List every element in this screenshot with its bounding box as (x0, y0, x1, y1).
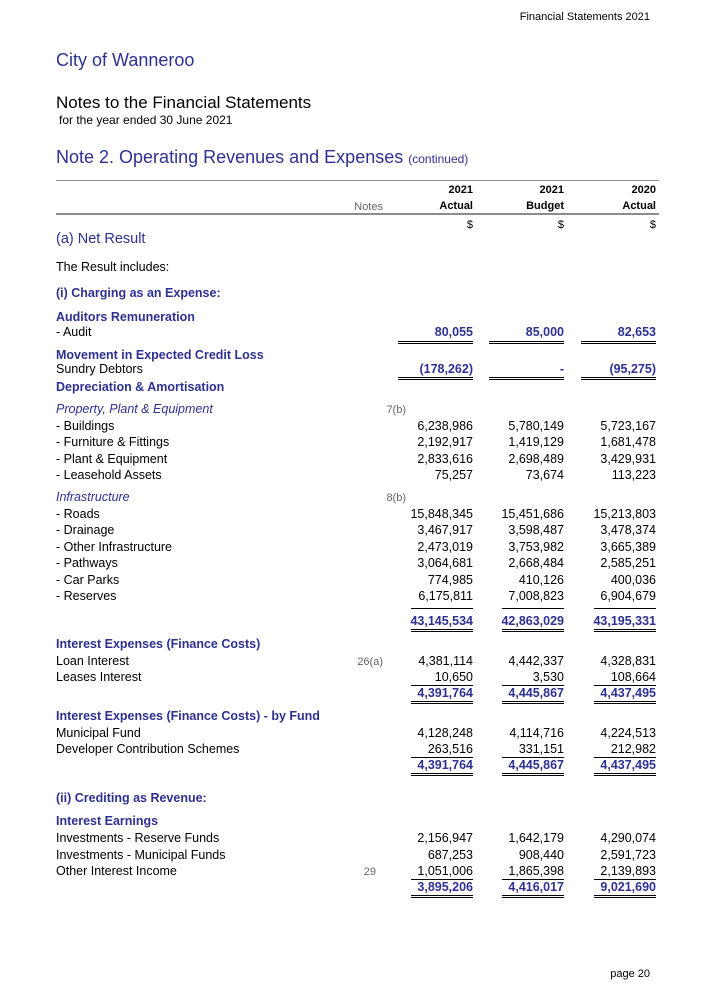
infra-row-value: 3,478,374 (600, 523, 656, 537)
earnings-total: 4,416,017 (508, 880, 564, 894)
note-title-text: Note 2. Operating Revenues and Expenses (56, 147, 404, 167)
double-underline (502, 773, 564, 776)
ppe-row-value: 2,698,489 (508, 452, 564, 466)
credit-loss-value-2021-actual: (178,262) (419, 362, 473, 376)
subtotal-underline (411, 608, 473, 609)
interest-row-label: Loan Interest (56, 654, 129, 668)
double-underline (594, 895, 656, 898)
ppe-row-value: 113,223 (611, 468, 656, 482)
interest-row-value: 10,650 (434, 670, 473, 684)
header-bottom-rule (56, 213, 659, 215)
interest-fund-heading: Interest Expenses (Finance Costs) - by Fund (56, 709, 320, 723)
col2-kind: Budget (526, 200, 564, 212)
interest-row-value: 4,381,114 (418, 654, 473, 668)
infra-label: Infrastructure (56, 490, 130, 504)
interest-fund-row-label: Municipal Fund (56, 726, 141, 740)
double-underline (502, 895, 564, 898)
infra-row-value: 7,008,823 (508, 589, 564, 603)
infra-row-value: 15,848,345 (410, 507, 473, 521)
charging-title: (i) Charging as an Expense: (56, 286, 221, 300)
infra-row-value: 2,668,484 (508, 556, 564, 570)
earnings-heading: Interest Earnings (56, 814, 159, 828)
double-underline (398, 341, 473, 344)
interest-fund-total: 4,445,867 (508, 758, 564, 772)
col1-kind: Actual (439, 200, 473, 212)
earnings-row-value: 1,865,398 (508, 864, 564, 878)
credit-loss-value-2020-actual: (95,275) (609, 362, 656, 376)
organisation-name: City of Wanneroo (56, 50, 195, 70)
credit-loss-heading: Movement in Expected Credit Loss (56, 348, 264, 362)
page-number: page 20 (610, 968, 650, 980)
credit-loss-label: Sundry Debtors (56, 362, 143, 376)
infra-row-value: 6,175,811 (418, 589, 473, 603)
double-underline (411, 895, 473, 898)
ppe-label: Property, Plant & Equipment (56, 402, 213, 416)
infra-row-value: 3,753,982 (508, 540, 564, 554)
earnings-total: 3,895,206 (417, 880, 473, 894)
ppe-row-value: 1,681,478 (600, 435, 656, 449)
crediting-title: (ii) Crediting as Revenue: (56, 791, 207, 805)
double-underline (489, 377, 564, 380)
col3-kind: Actual (622, 200, 656, 212)
interest-fund-row-value: 4,128,248 (417, 726, 473, 740)
infra-row-value: 3,064,681 (417, 556, 473, 570)
infra-row-value: 774,985 (427, 573, 473, 587)
double-underline (411, 701, 473, 704)
col1-unit: $ (466, 219, 473, 231)
ppe-row-value: 5,780,149 (508, 419, 564, 433)
infra-row-value: 2,585,251 (600, 556, 656, 570)
interest-fund-total: 4,391,764 (417, 758, 473, 772)
subtotal-underline (594, 608, 656, 609)
interest-total: 4,445,867 (508, 686, 564, 700)
interest-row-value: 108,664 (610, 670, 656, 684)
col3-year: 2020 (631, 184, 656, 196)
interest-row-label: Leases Interest (56, 670, 142, 684)
earnings-row-value: 1,642,179 (508, 831, 564, 845)
col3-unit: $ (649, 219, 656, 231)
audit-heading: Auditors Remuneration (56, 310, 195, 324)
ppe-note-ref: 7(b) (386, 404, 406, 416)
ppe-row-value: 3,429,931 (600, 452, 656, 466)
document-header-title: Financial Statements 2021 (519, 11, 650, 23)
interest-fund-row-value: 4,114,716 (509, 726, 564, 740)
earnings-note-ref: 29 (363, 866, 376, 878)
interest-note-ref: 26(a) (357, 656, 383, 668)
net-result-intro: The Result includes: (56, 260, 170, 274)
earnings-row-label: Other Interest Income (56, 864, 177, 878)
infra-row-value: 6,904,679 (600, 589, 656, 603)
infra-row-label: - Pathways (56, 556, 118, 570)
double-underline (489, 341, 564, 344)
interest-heading: Interest Expenses (Finance Costs) (56, 637, 261, 651)
infra-row-label: - Car Parks (56, 573, 120, 587)
interest-fund-row-value: 4,224,513 (600, 726, 656, 740)
col2-unit: $ (557, 219, 564, 231)
col2-year: 2021 (539, 184, 564, 196)
infra-note-ref: 8(b) (386, 492, 406, 504)
double-underline (581, 341, 656, 344)
interest-fund-row-value: 212,982 (610, 742, 656, 756)
ppe-row-value: 5,723,167 (600, 419, 656, 433)
double-underline (398, 377, 473, 380)
col1-year: 2021 (448, 184, 473, 196)
earnings-row-label: Investments - Municipal Funds (56, 848, 226, 862)
infra-row-value: 3,665,389 (600, 540, 656, 554)
notes-subtitle: for the year ended 30 June 2021 (59, 113, 233, 127)
interest-fund-total: 4,437,495 (600, 758, 656, 772)
infra-row-value: 400,036 (610, 573, 656, 587)
interest-total: 4,437,495 (600, 686, 656, 700)
earnings-total: 9,021,690 (600, 880, 656, 894)
ppe-row-label: - Leasehold Assets (56, 468, 162, 482)
ppe-row-label: - Furniture & Fittings (56, 435, 170, 449)
infra-row-label: - Reserves (56, 589, 117, 603)
audit-value-2021-budget: 85,000 (525, 325, 564, 339)
infra-row-label: - Roads (56, 507, 100, 521)
infra-row-value: 410,126 (518, 573, 564, 587)
interest-row-value: 3,530 (532, 670, 564, 684)
earnings-row-value: 2,139,893 (600, 864, 656, 878)
interest-fund-row-value: 331,151 (518, 742, 564, 756)
ppe-row-value: 2,192,917 (417, 435, 473, 449)
double-underline (594, 629, 656, 632)
double-underline (502, 629, 564, 632)
depreciation-total: 43,145,534 (410, 614, 473, 628)
ppe-row-value: 75,257 (434, 468, 473, 482)
interest-row-value: 4,442,337 (508, 654, 564, 668)
earnings-row-value: 2,156,947 (417, 831, 473, 845)
earnings-row-value: 4,290,074 (600, 831, 656, 845)
header-top-rule (56, 180, 659, 181)
notes-column-header: Notes (354, 201, 383, 213)
double-underline (411, 629, 473, 632)
audit-value-2021-actual: 80,055 (434, 325, 473, 339)
depreciation-total: 42,863,029 (501, 614, 564, 628)
double-underline (411, 773, 473, 776)
earnings-row-value: 687,253 (427, 848, 473, 862)
audit-label: - Audit (56, 325, 92, 339)
interest-fund-row-label: Developer Contribution Schemes (56, 742, 240, 756)
depreciation-total: 43,195,331 (593, 614, 656, 628)
infra-row-value: 2,473,019 (417, 540, 473, 554)
infra-row-label: - Other Infrastructure (56, 540, 173, 554)
ppe-row-value: 2,833,616 (417, 452, 473, 466)
infra-row-value: 3,598,487 (508, 523, 564, 537)
infra-row-label: - Drainage (56, 523, 115, 537)
note-title (56, 147, 468, 168)
depreciation-heading: Depreciation & Amortisation (56, 380, 225, 394)
double-underline (594, 701, 656, 704)
ppe-row-label: - Plant & Equipment (56, 452, 168, 466)
infra-row-value: 15,451,686 (501, 507, 564, 521)
interest-fund-row-value: 263,516 (427, 742, 473, 756)
earnings-row-value: 2,591,723 (600, 848, 656, 862)
infra-row-value: 3,467,917 (417, 523, 473, 537)
ppe-row-value: 1,419,129 (508, 435, 564, 449)
credit-loss-value-2021-budget: - (559, 362, 564, 376)
net-result-title: (a) Net Result (56, 231, 146, 247)
ppe-row-label: - Buildings (56, 419, 115, 433)
notes-title: Notes to the Financial Statements (56, 93, 312, 112)
double-underline (581, 377, 656, 380)
note-continued: (continued) (408, 152, 469, 166)
earnings-row-label: Investments - Reserve Funds (56, 831, 220, 845)
audit-value-2020-actual: 82,653 (617, 325, 656, 339)
double-underline (594, 773, 656, 776)
subtotal-underline (502, 608, 564, 609)
infra-row-value: 15,213,803 (593, 507, 656, 521)
interest-row-value: 4,328,831 (600, 654, 656, 668)
earnings-row-value: 908,440 (518, 848, 564, 862)
ppe-row-value: 73,674 (525, 468, 564, 482)
double-underline (502, 701, 564, 704)
earnings-row-value: 1,051,006 (417, 864, 473, 878)
interest-total: 4,391,764 (417, 686, 473, 700)
ppe-row-value: 6,238,986 (417, 419, 473, 433)
